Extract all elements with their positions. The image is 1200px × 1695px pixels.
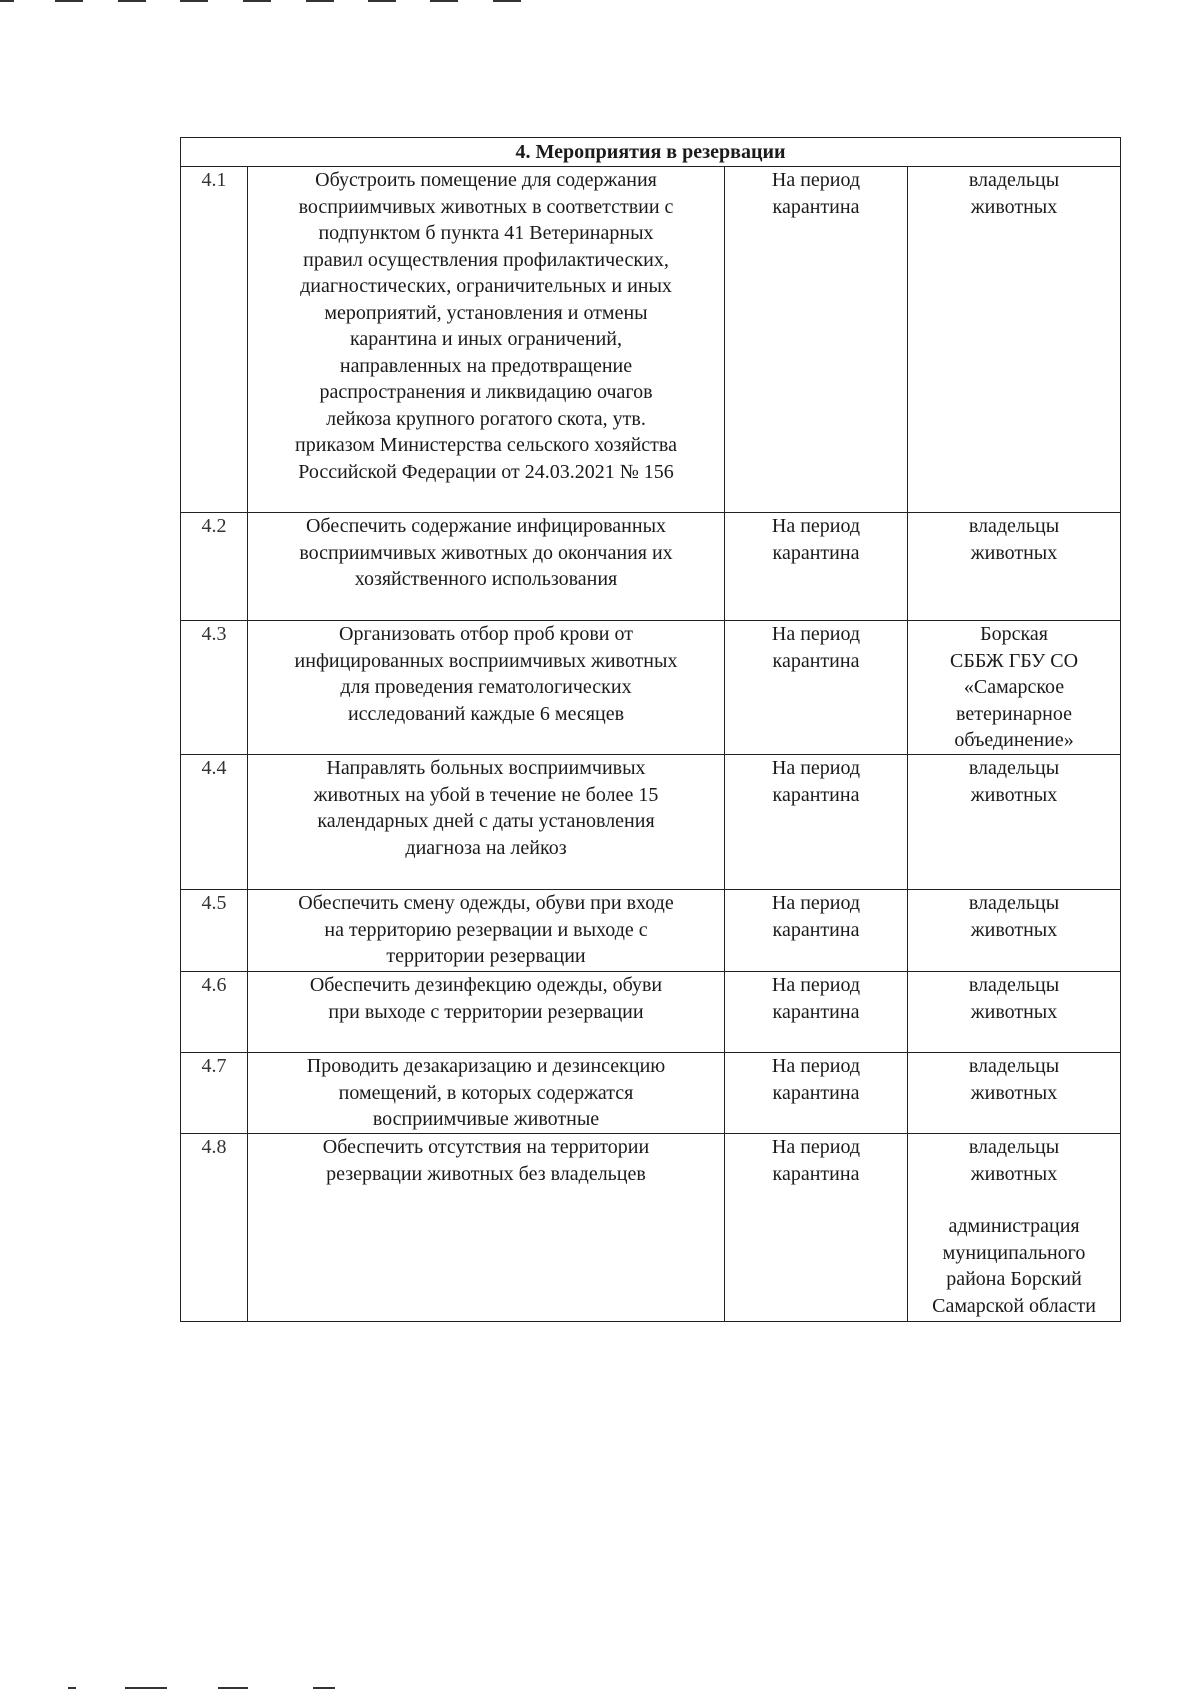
responsible-cell: [908, 621, 1121, 755]
responsible-cell: [908, 1134, 1121, 1322]
action-line: резервации животных без владельцев: [326, 1162, 646, 1185]
term-line: На период: [771, 1055, 861, 1077]
responsible-line: животных: [970, 1000, 1058, 1023]
term-line: На период: [771, 974, 861, 996]
section-title: 4. Мероприятия в резервации: [181, 138, 1121, 167]
action-line: диагноза на лейкоз: [405, 836, 567, 859]
action-line: направленных на предотвращение: [339, 354, 633, 377]
action-line: распространения и ликвидацию очагов: [319, 381, 653, 403]
term-cell: [725, 1053, 908, 1134]
row-number: 4.3: [181, 621, 248, 755]
action-line: хозяйственного использования: [354, 568, 618, 590]
term-cell: [725, 890, 908, 972]
row-number: 4.1: [181, 167, 248, 513]
responsible-line: владельцы: [968, 892, 1060, 914]
term-line: карантина: [772, 649, 860, 672]
action-cell: [248, 1053, 725, 1134]
term-cell: [725, 1134, 908, 1322]
responsible-cell: [908, 890, 1121, 972]
term-line: На период: [771, 892, 861, 914]
responsible-line: владельцы: [968, 974, 1060, 996]
action-line: восприимчивых животных в соответствии с: [298, 195, 674, 218]
responsible-line: администрация: [948, 1215, 1080, 1237]
table-row: [181, 972, 1121, 1053]
term-cell: [725, 167, 908, 513]
term-cell: [725, 972, 908, 1053]
action-cell: [248, 513, 725, 621]
term-line: На период: [771, 757, 861, 779]
responsible-line: животных: [970, 1162, 1058, 1185]
responsible-line: ветеринарное: [956, 702, 1072, 725]
action-line: Организовать отбор проб крови от: [339, 623, 633, 645]
responsible-cell: [908, 755, 1121, 890]
term-line: На период: [771, 515, 861, 537]
responsible-line: владельцы: [968, 1055, 1060, 1077]
action-line: животных на убой в течение не более 15: [313, 783, 659, 806]
table-row: [181, 1134, 1121, 1322]
action-line: инфицированных восприимчивых животных: [294, 649, 678, 672]
action-line: Обеспечить смену одежды, обуви при входе: [298, 892, 674, 914]
term-line: На период: [771, 623, 861, 645]
action-line: Обеспечить содержание инфицированных: [305, 515, 667, 537]
action-line: лейкоза крупного рогатого скота, утв.: [326, 407, 646, 430]
term-line: карантина: [772, 195, 860, 218]
responsible-line: животных: [970, 918, 1058, 941]
action-line: помещений, в которых содержатся: [338, 1081, 634, 1104]
term-cell: [725, 513, 908, 621]
table-row: [181, 1053, 1121, 1134]
action-cell: [248, 167, 725, 513]
action-line: для проведения гематологических: [340, 676, 632, 698]
term-line: карантина: [772, 783, 860, 806]
action-cell: [248, 890, 725, 972]
action-line: Обеспечить отсутствия на территории: [322, 1136, 650, 1158]
term-line: На период: [771, 1136, 861, 1158]
action-line: при выходе с территории резервации: [328, 1000, 644, 1023]
action-line: Направлять больных восприимчивых: [326, 757, 646, 779]
responsible-line: владельцы: [968, 757, 1060, 779]
action-line: исследований каждые 6 месяцев: [347, 702, 625, 725]
responsible-cell: [908, 167, 1121, 513]
action-line: Обустроить помещение для содержания: [315, 169, 657, 191]
action-line: на территорию резервации и выходе с: [324, 918, 648, 941]
action-line: восприимчивые животные: [372, 1108, 600, 1130]
action-cell: [248, 1134, 725, 1322]
action-line: карантина и иных ограничений,: [350, 328, 622, 350]
term-line: карантина: [772, 1162, 860, 1185]
action-line: правил осуществления профилактических,: [303, 248, 669, 271]
action-line: календарных дней с даты установления: [317, 810, 655, 832]
responsible-line: владельцы: [968, 169, 1060, 191]
responsible-line: владельцы: [968, 515, 1060, 537]
action-cell: [248, 755, 725, 890]
row-number: 4.5: [181, 890, 248, 972]
table-row: [181, 167, 1121, 513]
action-cell: [248, 621, 725, 755]
responsible-line: объединение»: [954, 729, 1074, 751]
row-number: 4.6: [181, 972, 248, 1053]
responsible-line: Самарской области: [932, 1294, 1096, 1317]
responsible-cell: [908, 1053, 1121, 1134]
term-line: карантина: [772, 1081, 860, 1104]
term-line: карантина: [772, 1000, 860, 1023]
responsible-line: «Самарское: [963, 676, 1065, 698]
responsible-line: муниципального: [942, 1241, 1086, 1264]
responsible-line: животных: [970, 541, 1058, 564]
responsible-line: района Борский: [946, 1268, 1082, 1290]
responsible-line: владельцы: [968, 1136, 1060, 1158]
responsible-line: Борская: [980, 623, 1048, 645]
row-number: 4.4: [181, 755, 248, 890]
responsible-cell: [908, 972, 1121, 1053]
responsible-line: животных: [970, 195, 1058, 218]
action-line: подпунктом б пункта 41 Ветеринарных: [318, 222, 654, 244]
responsible-line: животных: [970, 1081, 1058, 1104]
responsible-line: СББЖ ГБУ СО: [950, 649, 1079, 672]
responsible-cell: [908, 513, 1121, 621]
responsible-extra: [912, 1213, 1116, 1319]
responsible-line: животных: [970, 783, 1058, 806]
table-row: [181, 755, 1121, 890]
term-line: карантина: [772, 541, 860, 564]
table-row: [181, 621, 1121, 755]
action-line: территории резервации: [386, 945, 586, 967]
row-number: 4.7: [181, 1053, 248, 1134]
action-cell: [248, 972, 725, 1053]
action-line: приказом Министерства сельского хозяйства: [295, 434, 677, 456]
row-number: 4.8: [181, 1134, 248, 1322]
term-line: На период: [771, 169, 861, 191]
action-line: восприимчивых животных до окончания их: [299, 541, 673, 564]
action-line: Российской Федерации от 24.03.2021 № 156: [298, 460, 674, 483]
action-line: Обеспечить дезинфекцию одежды, обуви: [309, 974, 663, 996]
term-cell: [725, 621, 908, 755]
term-line: карантина: [772, 918, 860, 941]
measures-table: [180, 137, 1121, 1322]
table-row: [181, 890, 1121, 972]
table-row: [181, 513, 1121, 621]
action-line: мероприятий, установления и отмены: [324, 301, 648, 324]
row-number: 4.2: [181, 513, 248, 621]
action-line: Проводить дезакаризацию и дезинсекцию: [306, 1055, 666, 1077]
action-line: диагностических, ограничительных и иных: [300, 275, 672, 297]
term-cell: [725, 755, 908, 890]
